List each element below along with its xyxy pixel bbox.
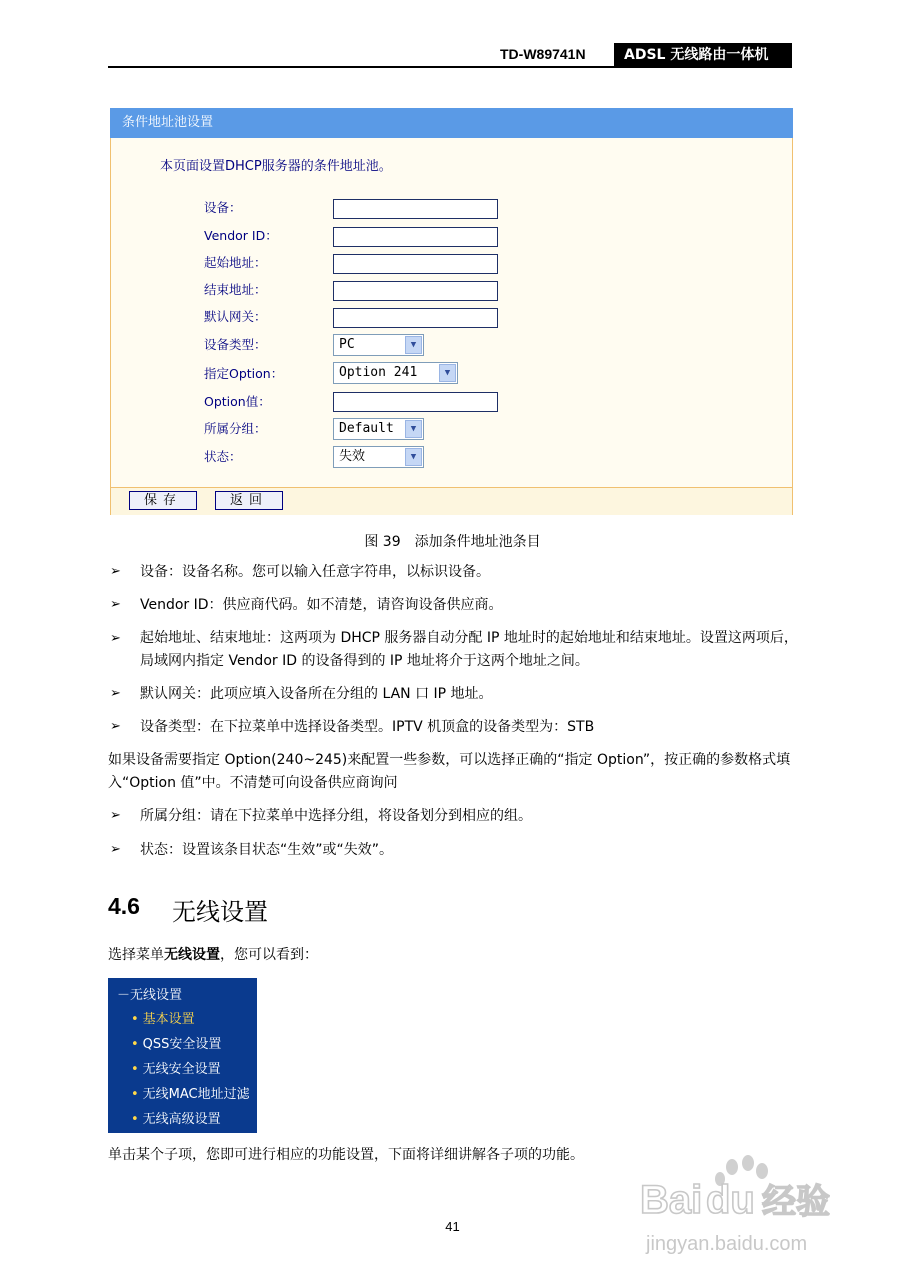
device-type-label: 设备类型： (204, 337, 267, 352)
menu-item-basic[interactable] (131, 1008, 195, 1027)
arrowhead-bullet-icon: ➢ (110, 564, 121, 579)
bullet-vendor-id: Vendor ID：供应商代码。如不清楚，请咨询设备供应商。 (140, 597, 503, 613)
device-label: 设备： (204, 200, 242, 215)
intro-suffix: ，您可以看到： (220, 947, 318, 963)
option-value-label: Option值： (204, 394, 271, 409)
menu-item-label: QSS安全设置 (142, 1037, 222, 1052)
option-paragraph: 如果设备需要指定 Option(240~245)来配置一些参数，可以选择正确的“指定 Option”，按正确的参数格式填入“Option 值”中。不清楚可向设备供应商询问 (108, 752, 791, 791)
menu-item-advanced[interactable] (131, 1108, 221, 1127)
menu-item-label: 无线安全设置 (142, 1062, 221, 1077)
option-value: Option 241 (339, 365, 418, 380)
bullet-gateway: 默认网关：此项应填入设备所在分组的 LAN 口 IP 地址。 (140, 686, 493, 702)
status-label: 状态： (204, 449, 242, 464)
start-address-input[interactable] (333, 254, 498, 274)
option-select[interactable] (333, 362, 458, 384)
gateway-input[interactable] (333, 308, 498, 328)
save-button[interactable]: 保存 (129, 491, 197, 510)
bullet-device: 设备：设备名称。您可以输入任意字符串，以标识设备。 (140, 564, 490, 580)
device-type-select[interactable] (333, 334, 424, 356)
group-label: 所属分组： (204, 421, 267, 436)
panel-title: 条件地址池设置 (110, 108, 793, 138)
chevron-down-icon: ▼ (405, 336, 422, 354)
figure-caption: 图 39 添加条件地址池条目 (364, 534, 541, 550)
intro-bold: 无线设置 (164, 947, 220, 963)
chevron-down-icon: ▼ (405, 448, 422, 466)
panel-description: 本页面设置DHCP服务器的条件地址池。 (160, 159, 392, 174)
arrowhead-bullet-icon: ➢ (110, 808, 121, 823)
intro-prefix: 选择菜单 (108, 947, 164, 963)
chevron-down-icon: ▼ (439, 364, 456, 382)
baidu-watermark-logo (640, 1155, 860, 1265)
arrowhead-bullet-icon: ➢ (110, 842, 121, 857)
button-bar (111, 487, 792, 515)
device-type-value: PC (339, 337, 355, 352)
bullet-device-type: 设备类型：在下拉菜单中选择设备类型。IPTV 机顶盒的设备类型为：STB (140, 719, 595, 735)
bullet-dot-icon: • (131, 1012, 139, 1027)
end-address-label: 结束地址： (204, 282, 267, 297)
arrowhead-bullet-icon: ➢ (110, 719, 121, 734)
bullet-group: 所属分组：请在下拉菜单中选择分组，将设备划分到相应的组。 (140, 808, 532, 824)
menu-item-label: 无线高级设置 (142, 1112, 221, 1127)
closing-text: 单击某个子项，您即可进行相应的功能设置，下面将详细讲解各子项的功能。 (108, 1147, 584, 1163)
bullet-dot-icon: • (131, 1037, 139, 1052)
bullet-dot-icon: • (131, 1087, 139, 1102)
intro-text (108, 944, 800, 967)
svg-text:经验: 经验 (762, 1182, 830, 1222)
bullet-address-range: 起始地址、结束地址：这两项为 DHCP 服务器自动分配 IP 地址时的起始地址和结束地址。设置这两项后，局域网内指定 Vendor ID 的设备得到的 IP 地址将介于这两个地址之间。 (140, 630, 798, 669)
menu-head-wireless[interactable]: －无线设置 (117, 988, 183, 1003)
group-value: Default (339, 421, 394, 436)
bullet-dot-icon: • (131, 1112, 139, 1127)
end-address-input[interactable] (333, 281, 498, 301)
header-model: TD-W89741N (500, 46, 586, 62)
menu-item-qss[interactable] (131, 1033, 221, 1052)
svg-text:jingyan.baidu.com: jingyan.baidu.com (646, 1233, 808, 1255)
header-rule (108, 66, 792, 68)
menu-item-mac-filter[interactable] (131, 1083, 250, 1102)
section-number: 4.6 (108, 893, 140, 919)
status-value: 失效 (339, 449, 366, 464)
bullet-status: 状态：设置该条目状态“生效”或“失效”。 (140, 842, 394, 858)
group-select[interactable] (333, 418, 424, 440)
gateway-label: 默认网关： (204, 309, 267, 324)
menu-item-label: 无线MAC地址过滤 (142, 1087, 250, 1102)
vendor-id-label: Vendor ID： (204, 228, 278, 243)
arrowhead-bullet-icon: ➢ (110, 631, 121, 646)
option-value-input[interactable] (333, 392, 498, 412)
vendor-id-input[interactable] (333, 227, 498, 247)
status-select[interactable] (333, 446, 424, 468)
option-label: 指定Option： (204, 366, 284, 381)
back-button[interactable]: 返回 (215, 491, 283, 510)
section-title: 无线设置 (172, 898, 268, 926)
arrowhead-bullet-icon: ➢ (110, 597, 121, 612)
page-number: 41 (445, 1219, 460, 1234)
device-input[interactable] (333, 199, 498, 219)
svg-text:Bai: Bai (640, 1178, 703, 1222)
header-product: ADSL 无线路由一体机 (614, 43, 792, 67)
menu-item-label: 基本设置 (142, 1012, 195, 1027)
chevron-down-icon: ▼ (405, 420, 422, 438)
bullet-dot-icon: • (131, 1062, 139, 1077)
svg-text:du: du (706, 1178, 755, 1222)
arrowhead-bullet-icon: ➢ (110, 686, 121, 701)
menu-item-security[interactable] (131, 1058, 221, 1077)
start-address-label: 起始地址： (204, 255, 267, 270)
